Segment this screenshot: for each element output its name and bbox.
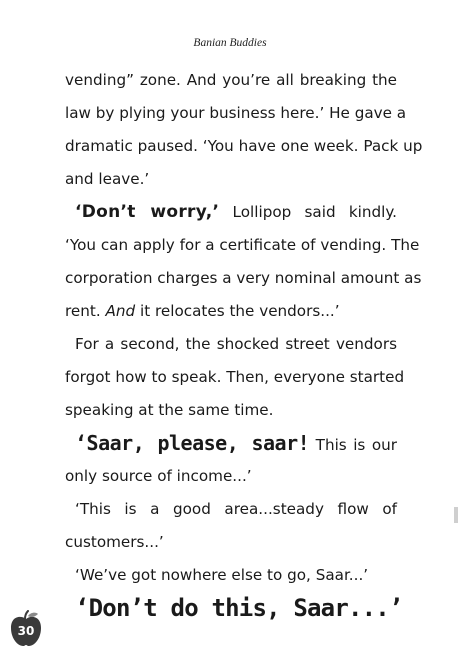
text-line [65, 592, 403, 625]
text-line: vending” zone. And you’re all breaking the [65, 71, 397, 89]
text-line: forgot how to speak. Then, everyone started [65, 368, 405, 386]
page-edge-mark [454, 507, 458, 523]
text-line: corporation charges a very nominal amount as [65, 269, 422, 287]
text-line: law by plying your business here.’ He gave a [65, 104, 407, 122]
italic-word: And [105, 302, 136, 320]
shouted-quote: ‘Don’t do this, Saar...’ [75, 594, 403, 622]
text-line: For a second, the shocked street vendors [75, 335, 397, 353]
shouted-quote: ‘Saar, please, saar! [75, 431, 310, 455]
text-line: customers...’ [65, 533, 164, 551]
text-fragment: This is our [309, 436, 397, 454]
text-fragment: it relocates the vendors...’ [135, 302, 340, 320]
text-line: ‘We’ve got nowhere else to go, Saar...’ [75, 566, 369, 584]
text-line [65, 295, 397, 328]
text-line: speaking at the same time. [65, 401, 274, 419]
text-line: and leave.’ [65, 170, 150, 188]
text-line: ‘This is a good area...steady flow of [75, 500, 397, 518]
body-text [65, 64, 423, 625]
running-header: Banian Buddies [193, 37, 267, 49]
text-fragment: Lollipop said kindly. [219, 203, 397, 221]
text-line [65, 427, 397, 460]
text-line: dramatic paused. ‘You have one week. Pack up [65, 137, 423, 155]
page-number: 30 [17, 624, 35, 638]
emphasized-quote: ‘Don’t worry,’ [75, 202, 220, 222]
text-line: ‘You can apply for a certificate of vending. The [65, 236, 420, 254]
text-line [65, 196, 397, 229]
text-line: only source of income...’ [65, 467, 252, 485]
text-fragment: rent. [65, 302, 106, 320]
